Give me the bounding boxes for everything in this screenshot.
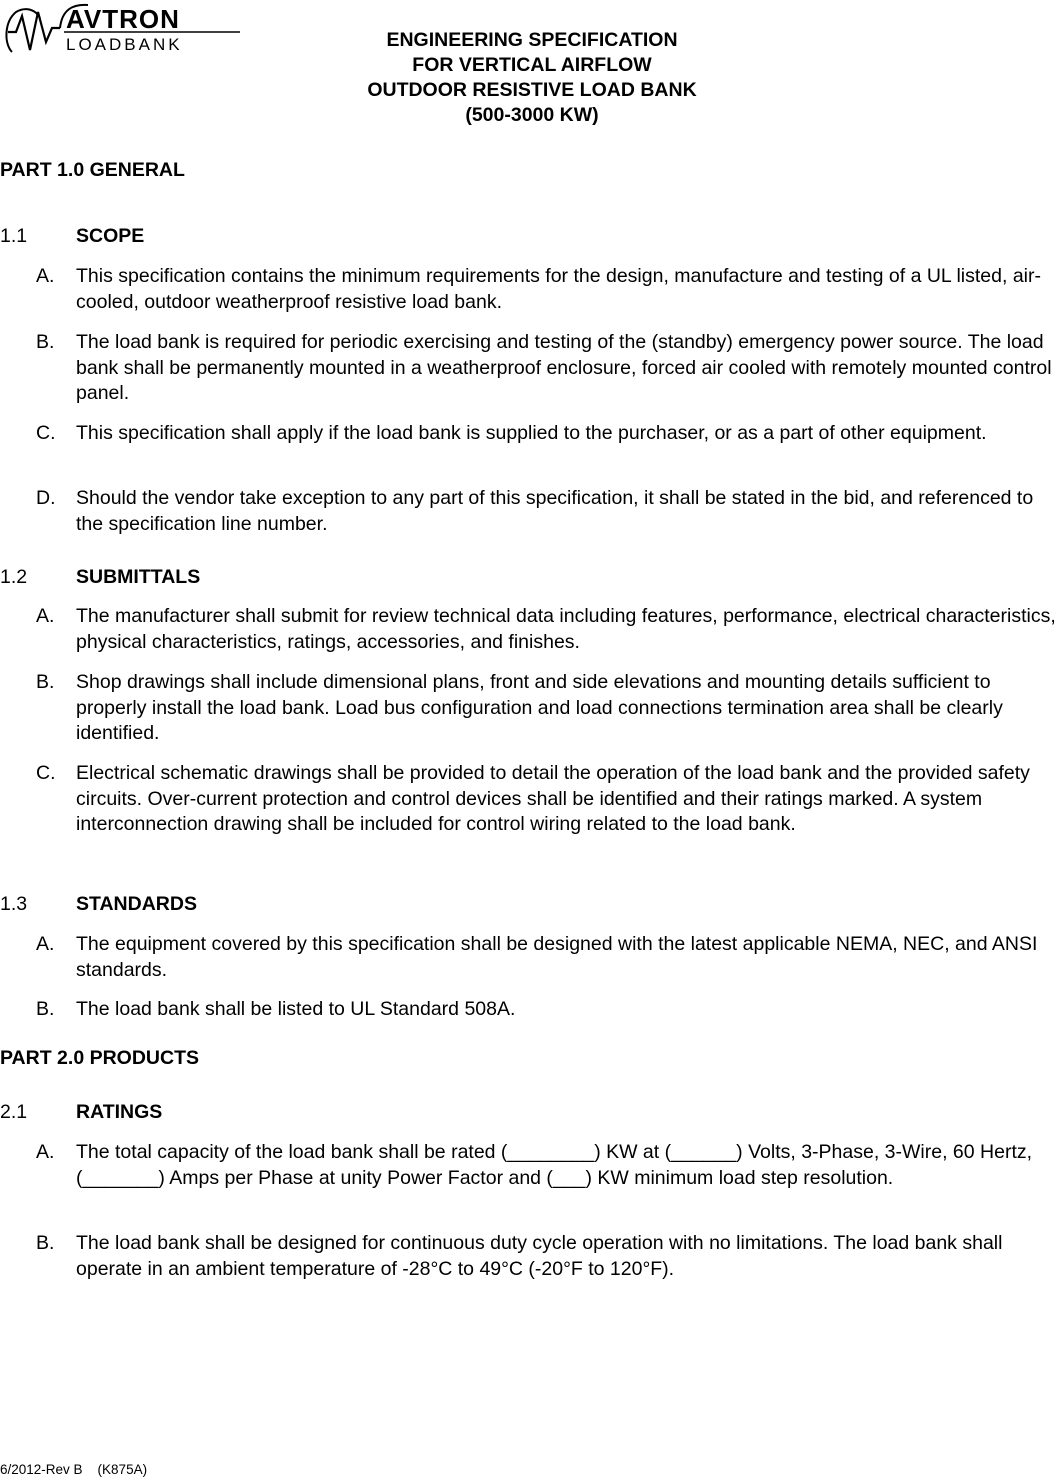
standards-item-a xyxy=(36,932,1056,983)
section-title: RATINGS xyxy=(76,1101,163,1123)
item-letter: A. xyxy=(36,605,55,627)
item-letter: C. xyxy=(36,422,56,444)
item-text: The load bank is required for periodic exercising and testing of the (standby) emergency power source. The load bank shall be permanently mounted in a weatherproof enclosure, forced air cooled with remotely mounted control panel. xyxy=(76,331,1052,404)
submittals-item-c xyxy=(36,761,1056,838)
ratings-item-b xyxy=(36,1231,1056,1282)
logo-brand-name: AVTRON xyxy=(66,4,180,34)
section-number: 1.1 xyxy=(0,225,28,247)
item-letter: B. xyxy=(36,1232,55,1254)
item-letter: D. xyxy=(36,487,56,509)
submittals-item-a xyxy=(36,604,1056,655)
section-1-2-heading xyxy=(0,566,200,589)
section-title: STANDARDS xyxy=(76,893,197,915)
ratings-item-a xyxy=(36,1140,1056,1191)
item-text: The equipment covered by this specification shall be designed with the latest applicable NEMA, NEC, and ANSI standards. xyxy=(76,933,1038,981)
scope-item-c xyxy=(36,421,1056,447)
item-letter: B. xyxy=(36,998,55,1020)
section-number: 1.3 xyxy=(0,893,28,915)
title-line-4: (500-3000 KW) xyxy=(465,104,599,126)
title-line-1: ENGINEERING SPECIFICATION xyxy=(386,29,678,51)
section-1-1-heading xyxy=(0,225,144,248)
item-text: The load bank shall be designed for continuous duty cycle operation with no limitations. The load bank shall operate in an ambient temperature of -28°C to 49°C (-20°F to 120°F). xyxy=(76,1232,1003,1280)
section-1-3-heading xyxy=(0,893,197,916)
item-text: This specification shall apply if the load bank is supplied to the purchaser, or as a part of other equipment. xyxy=(76,422,987,444)
standards-item-b xyxy=(36,997,1056,1023)
item-text: This specification contains the minimum requirements for the design, manufacture and testing of a UL listed, air-cooled, outdoor weatherproof resistive load bank. xyxy=(76,265,1041,313)
scope-item-d xyxy=(36,486,1056,537)
item-text: Electrical schematic drawings shall be provided to detail the operation of the load bank and the provided safety circuits. Over-current protection and control devices shall be identified and their ratings marked. A system interconnection drawing shall be included for control wiring related to the load bank. xyxy=(76,762,1030,835)
item-text: Shop drawings shall include dimensional plans, front and side elevations and mounting details sufficient to properly install the load bank. Load bus configuration and load connections termination area shall be clearly identified. xyxy=(76,671,1003,744)
document-title xyxy=(300,28,764,128)
submittals-item-b xyxy=(36,670,1056,747)
title-line-3: OUTDOOR RESISTIVE LOAD BANK xyxy=(367,79,697,101)
avtron-logo xyxy=(2,2,242,60)
part-1-heading: PART 1.0 GENERAL xyxy=(0,159,185,181)
item-text: The load bank shall be listed to UL Standard 508A. xyxy=(76,998,516,1020)
item-letter: A. xyxy=(36,933,55,955)
part-2-heading: PART 2.0 PRODUCTS xyxy=(0,1047,199,1069)
logo-brand-sub: LOADBANK xyxy=(66,35,183,54)
section-2-1-heading xyxy=(0,1101,162,1124)
item-text: The manufacturer shall submit for review technical data including features, performance, electrical characteristics, physical characteristics, ratings, accessories, and finishes. xyxy=(76,605,1056,653)
item-letter: A. xyxy=(36,265,55,287)
item-text: The total capacity of the load bank shall be rated (________) KW at (______) Volts, 3-Phase, 3-Wire, 60 Hertz, (_______) Amps per Phase at unity Power Factor and (___) KW minimum load step resolution. xyxy=(76,1141,1033,1189)
section-number: 2.1 xyxy=(0,1101,28,1123)
scope-item-b xyxy=(36,330,1056,407)
section-title: SUBMITTALS xyxy=(76,566,201,588)
section-number: 1.2 xyxy=(0,566,28,588)
item-letter: B. xyxy=(36,331,55,353)
item-letter: A. xyxy=(36,1141,55,1163)
item-letter: C. xyxy=(36,762,56,784)
item-text: Should the vendor take exception to any part of this specification, it shall be stated in the bid, and referenced to the specification line number. xyxy=(76,487,1034,535)
title-line-2: FOR VERTICAL AIRFLOW xyxy=(412,54,652,76)
logo-waveform xyxy=(8,12,60,50)
section-title: SCOPE xyxy=(76,225,145,247)
item-letter: B. xyxy=(36,671,55,693)
footer-revision: 6/2012-Rev B (K875A) xyxy=(0,1462,148,1477)
scope-item-a xyxy=(36,264,1056,315)
